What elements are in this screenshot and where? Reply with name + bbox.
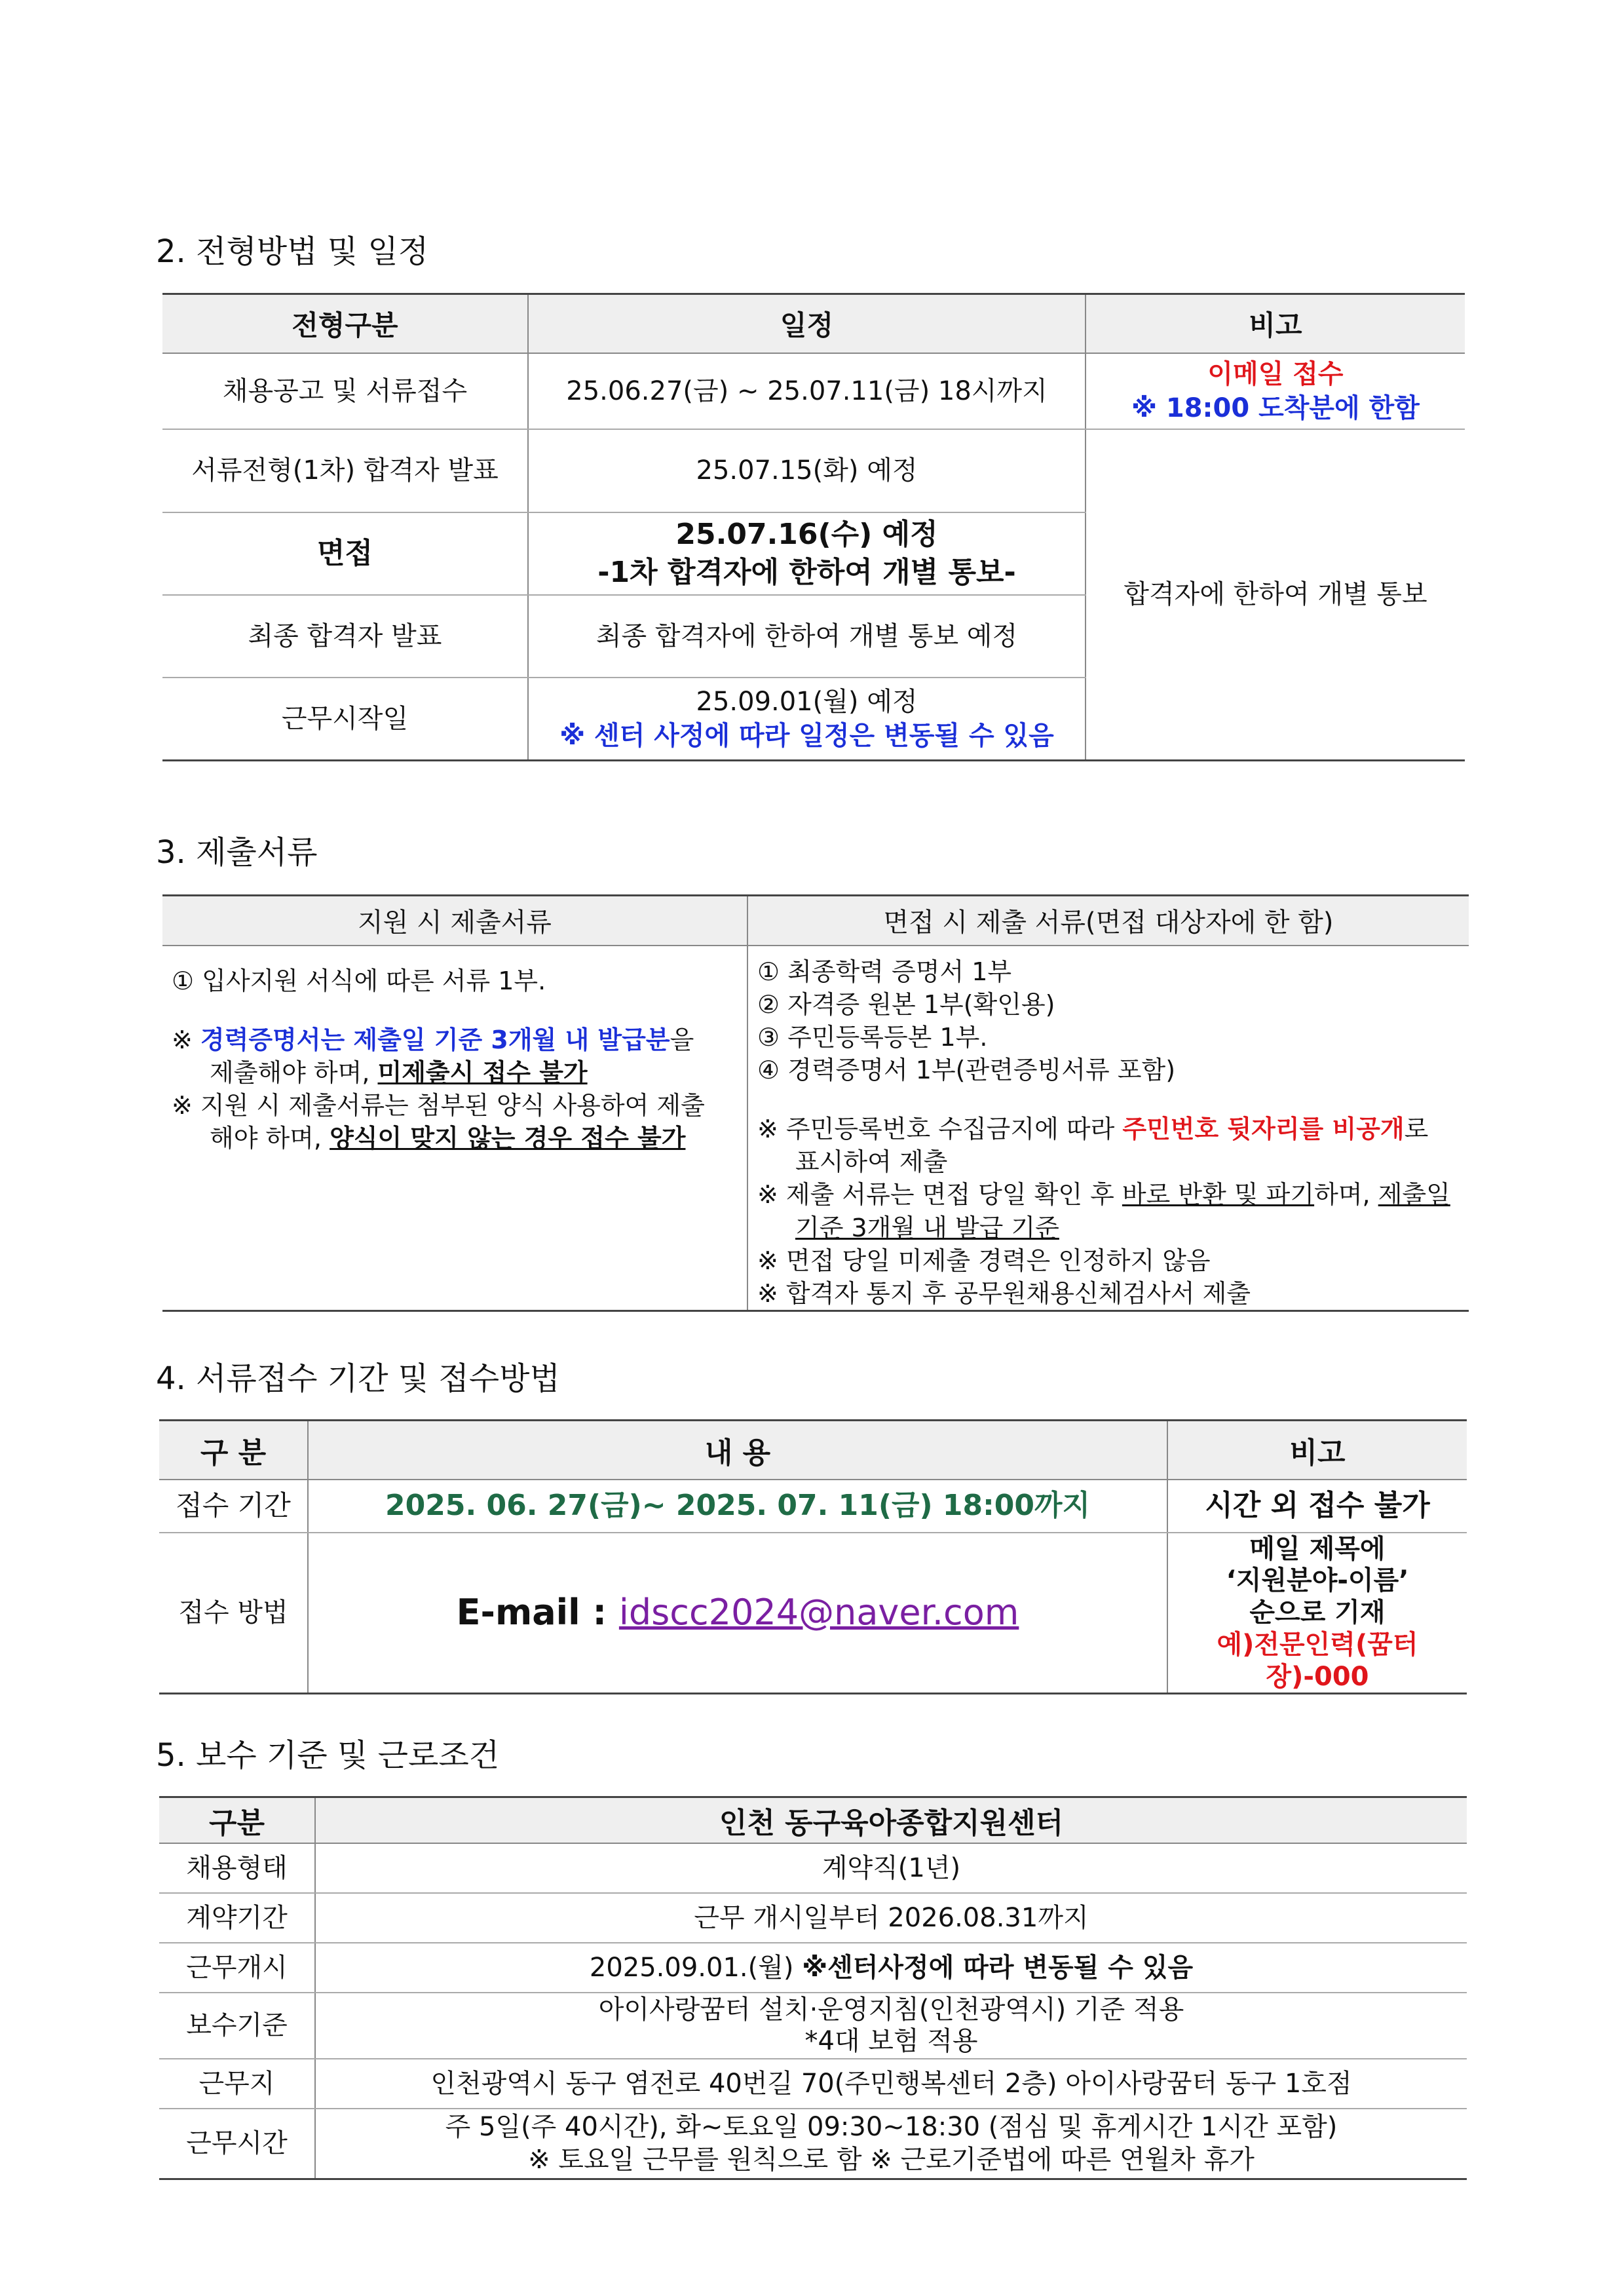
section-4-title: 4. 서류접수 기간 및 접수방법 — [156, 1360, 560, 1397]
experience-note: ※ 경력증명서는 제출일 기준 3개월 내 발급분을 — [172, 1025, 694, 1054]
row-label: 면접 — [162, 512, 528, 595]
row-value: 2025.09.01.(월) ※센터사정에 따라 변동될 수 있음 — [315, 1943, 1467, 1993]
row-label: 서류전형(1차) 합격자 발표 — [162, 429, 528, 512]
interview-notice: -1차 합격자에 한하여 개별 통보- — [597, 555, 1016, 589]
schedule-table — [162, 293, 1465, 761]
row-label: 접수 기간 — [159, 1480, 308, 1533]
row-label: 채용형태 — [159, 1843, 315, 1893]
interview-doc-item: ② 자격증 원본 1부(확인용) — [757, 989, 1055, 1019]
apply-docs-cell: ① 입사지원 서식에 따른 서류 1부. ※ 경력증명서는 제출일 기준 3개월 내 발급분을 제출해야 하며, 미제출시 접수 불가 ※ 지원 시 제출서류는 첨부된 양식 사용하여 제출 해야 하며, 양식이 맞지 않는 경우 접수 불가 — [162, 946, 747, 1311]
documents-table — [162, 894, 1469, 1312]
resident-number-note: ※ 주민등록번호 수집금지에 따라 주민번호 뒷자리를 비공개로 — [757, 1115, 1429, 1144]
merged-note: 합격자에 한하여 개별 통보 — [1086, 429, 1465, 761]
email-link[interactable]: idscc2024@naver.com — [618, 1592, 1019, 1634]
section-5-title: 5. 보수 기준 및 근로조건 — [156, 1737, 500, 1774]
row-value: 근무 개시일부터 2026.08.31까지 — [315, 1893, 1467, 1943]
experience-note: ※ 면접 당일 미제출 경력은 인정하지 않음 — [757, 1246, 1211, 1275]
row-schedule: 최종 합격자에 한하여 개별 통보 예정 — [528, 595, 1086, 678]
row-label: 계약기간 — [159, 1893, 315, 1943]
table-row — [162, 429, 1465, 512]
header-category: 전형구분 — [162, 294, 528, 353]
table-row — [159, 1533, 1467, 1694]
section-2-title: 2. 전형방법 및 일정 — [156, 233, 429, 270]
row-note: 시간 외 접수 불가 — [1167, 1480, 1467, 1533]
interview-docs-cell: ① 최종학력 증명서 1부 ② 자격증 원본 1부(확인용) ③ 주민등록등본 1부. ④ 경력증명서 1부(관련증빙서류 포함) ※ 주민등록번호 수집금지에 따라 주민번호 뒷자리를 비공개로 표시하여 제출 ※ 제출 서류는 면접 당일 확인 후 바로 반환 및 파기하며, 제출일 기준 3개월 내 발급 기준 ※ 면접 당일 미제출 경력은 인정하지 않음 ※ 합격자 통지 후 공무원채용신체검사서 제출 — [747, 946, 1469, 1311]
interview-doc-item: ③ 주민등록등본 1부. — [757, 1022, 988, 1052]
receipt-period: 2025. 06. 27(금)~ 2025. 07. 11(금) 18:00까지 — [308, 1480, 1167, 1533]
return-note: ※ 제출 서류는 면접 당일 확인 후 바로 반환 및 파기하며, 제출일 — [757, 1180, 1450, 1210]
mail-subject-note: 메일 제목에 ‘지원분야-이름’ 순으로 기재 예)전문인력(꿈터장)-000 — [1167, 1533, 1467, 1694]
header-note: 비고 — [1086, 294, 1465, 353]
form-note: ※ 지원 시 제출서류는 첨부된 양식 사용하여 제출 — [172, 1090, 705, 1120]
table-row — [159, 1943, 1467, 1993]
table-row — [159, 1843, 1467, 1893]
row-label: 보수기준 — [159, 1993, 315, 2059]
row-label: 근무지 — [159, 2059, 315, 2109]
header-content: 내 용 — [308, 1421, 1167, 1480]
row-label: 근무시작일 — [162, 678, 528, 761]
health-check-note: ※ 합격자 통지 후 공무원채용신체검사서 제출 — [757, 1278, 1251, 1308]
change-notice: ※ 센터 사정에 따라 일정은 변동될 수 있음 — [559, 720, 1054, 751]
email-cell: E-mail : idscc2024@naver.com — [308, 1533, 1167, 1694]
table-row — [162, 353, 1465, 429]
start-date: 25.09.01(월) 예정 — [696, 686, 918, 717]
row-label: 접수 방법 — [159, 1533, 308, 1694]
row-note — [1086, 353, 1465, 429]
table-row — [159, 1893, 1467, 1943]
row-label: 근무개시 — [159, 1943, 315, 1993]
row-label: 최종 합격자 발표 — [162, 595, 528, 678]
row-label: 근무시간 — [159, 2109, 315, 2179]
row-schedule — [528, 678, 1086, 761]
header-schedule: 일정 — [528, 294, 1086, 353]
row-schedule — [528, 512, 1086, 595]
row-schedule: 25.07.15(화) 예정 — [528, 429, 1086, 512]
conditions-table — [159, 1796, 1467, 2180]
apply-doc-item: ① 입사지원 서식에 따른 서류 1부. — [172, 966, 546, 995]
row-value: 계약직(1년) — [315, 1843, 1467, 1893]
table-row — [159, 2059, 1467, 2109]
interview-date: 25.07.16(수) 예정 — [675, 518, 938, 552]
section-3-title: 3. 제출서류 — [156, 834, 318, 871]
row-value: 아이사랑꿈터 설치·운영지침(인천광역시) 기준 적용 *4대 보험 적용 — [315, 1993, 1467, 2059]
table-row — [159, 2109, 1467, 2179]
interview-doc-item: ④ 경력증명서 1부(관련증빙서류 포함) — [757, 1055, 1176, 1084]
row-schedule: 25.06.27(금) ~ 25.07.11(금) 18시까지 — [528, 353, 1086, 429]
header-division: 구 분 — [159, 1421, 308, 1480]
row-value: 주 5일(주 40시간), 화~토요일 09:30~18:30 (점심 및 휴게시간 1시간 포함) ※ 토요일 근무를 원칙으로 함 ※ 근로기준법에 따른 연월차 휴가 — [315, 2109, 1467, 2179]
header-note: 비고 — [1167, 1421, 1467, 1480]
interview-doc-item: ① 최종학력 증명서 1부 — [757, 957, 1012, 986]
table-row — [159, 1480, 1467, 1533]
header-interview-docs: 면접 시 제출 서류(면접 대상자에 한 함) — [747, 896, 1469, 946]
row-label: 채용공고 및 서류접수 — [162, 353, 528, 429]
mail-subject-example: 예)전문인력(꿈터장)-000 — [1217, 1629, 1418, 1692]
row-value: 인천광역시 동구 염전로 40번길 70(주민행복센터 2층) 아이사랑꿈터 동구 1호점 — [315, 2059, 1467, 2109]
deadline-note: ※ 18:00 도착분에 한함 — [1131, 392, 1420, 423]
header-division: 구분 — [159, 1797, 315, 1843]
header-apply-docs: 지원 시 제출서류 — [162, 896, 747, 946]
email-receipt-note: 이메일 접수 — [1207, 358, 1344, 389]
submission-table — [159, 1419, 1467, 1694]
header-center: 인천 동구육아종합지원센터 — [315, 1797, 1467, 1843]
table-row — [159, 1993, 1467, 2059]
